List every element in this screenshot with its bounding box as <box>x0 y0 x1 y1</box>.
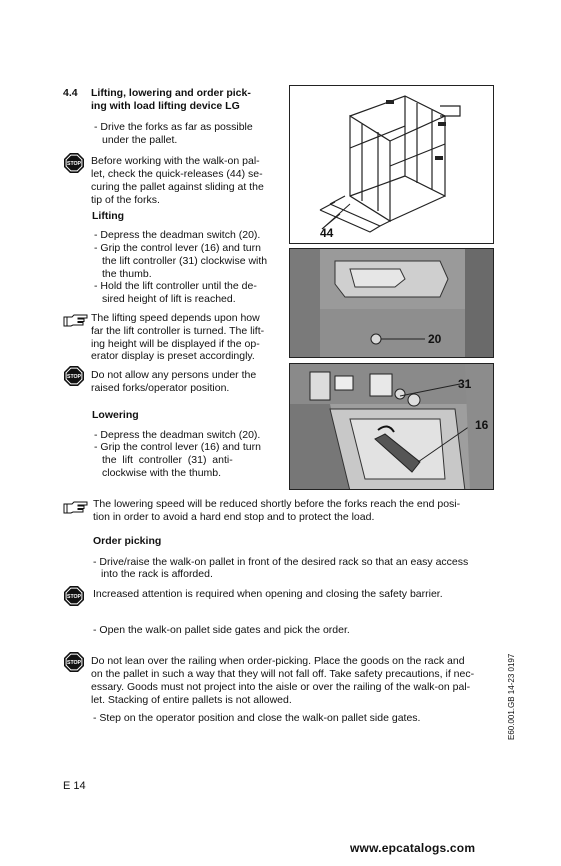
stop-sign-label: STOP <box>66 660 82 667</box>
stop-sign-icon <box>64 652 84 672</box>
stop-sign-label: STOP <box>66 161 82 168</box>
page-number: E 14 <box>63 780 86 792</box>
lowering-step-2-line3: clockwise with the thumb. <box>102 467 222 479</box>
figure-label-44: 44 <box>320 226 334 240</box>
note-lifting-speed-line3: ing height will be displayed if the op- <box>91 338 260 350</box>
lifting-step-3-line2: sired height of lift is reached. <box>102 293 236 305</box>
warning-persons-line2: raised forks/operator position. <box>91 382 230 394</box>
stop-sign-icon <box>64 586 84 606</box>
figure-label-31: 31 <box>458 377 472 391</box>
order-picking-heading: Order picking <box>93 535 162 547</box>
warning-quick-release-line2: let, check the quick-releases (44) se- <box>91 168 263 180</box>
watermark-url: www.epcatalogs.com <box>350 841 476 855</box>
pointing-hand-icon <box>63 313 89 327</box>
figure-deadman-switch <box>289 248 494 358</box>
warning-railing-line4: let. Stacking of entire pallets is not allowed. <box>91 694 292 706</box>
order-step-1-line1: - Drive/raise the walk-on pallet in front of the desired rack so that an easy access <box>93 556 469 568</box>
note-lifting-speed-line1: The lifting speed depends upon how <box>91 312 260 324</box>
lifting-step-2-line2: the lift controller (31) clockwise with <box>102 255 268 267</box>
section-title-line2: ing with load lifting device LG <box>91 100 240 112</box>
warning-railing-line3: essary. Goods must not project into the aisle or over the railing of the walk-on pal- <box>91 681 471 693</box>
figure-label-20: 20 <box>428 332 442 346</box>
stop-sign-icon <box>64 153 84 173</box>
deadman-switch-drawing <box>290 249 494 358</box>
lowering-heading: Lowering <box>92 409 139 421</box>
warning-quick-release-line4: tip of the forks. <box>91 194 160 206</box>
order-step-1-line2: into the rack is afforded. <box>101 568 213 580</box>
figure-load-lifting-device <box>289 85 494 244</box>
document-code: E60.001.GB 14-23 0197 <box>507 653 516 740</box>
lowering-step-1: - Depress the deadman switch (20). <box>94 429 261 441</box>
lifting-step-1: - Depress the deadman switch (20). <box>94 229 261 241</box>
warning-quick-release-line3: curing the pallet against sliding at the <box>91 181 264 193</box>
note-lowering-speed-line2: tion in order to avoid a hard end stop and to protect the load. <box>93 511 375 523</box>
order-step-3: - Step on the operator position and close the walk-on pallet side gates. <box>93 712 421 724</box>
pointing-hand-icon <box>63 500 89 514</box>
intro-step-line1: - Drive the forks as far as possible <box>94 121 253 133</box>
section-number: 4.4 <box>63 87 78 99</box>
warning-safety-barrier: Increased attention is required when opening and closing the safety barrier. <box>93 588 443 600</box>
section-title-line1: Lifting, lowering and order pick- <box>91 87 251 99</box>
intro-step-line2: under the pallet. <box>102 134 178 146</box>
stop-sign-label: STOP <box>66 374 82 381</box>
lifting-step-2-line3: the thumb. <box>102 268 152 280</box>
lowering-step-2-line1: - Grip the control lever (16) and turn <box>94 441 261 453</box>
figure-label-16: 16 <box>475 418 489 432</box>
warning-railing-line1: Do not lean over the railing when order-picking. Place the goods on the rack and <box>91 655 465 667</box>
warning-persons-line1: Do not allow any persons under the <box>91 369 257 381</box>
order-step-2: - Open the walk-on pallet side gates and pick the order. <box>93 624 350 636</box>
figure-control-lever <box>289 363 494 490</box>
lifting-step-3-line1: - Hold the lift controller until the de- <box>94 280 257 292</box>
lifting-device-drawing <box>290 86 494 244</box>
warning-railing-line2: on the pallet in such a way that they will not fall off. Take safety precautions, if nec- <box>91 668 475 680</box>
note-lifting-speed-line2: far the lift controller is turned. The lift- <box>91 325 265 337</box>
stop-sign-label: STOP <box>66 594 82 601</box>
lifting-heading: Lifting <box>92 210 125 222</box>
note-lifting-speed-line4: erator display is preset accordingly. <box>91 350 255 362</box>
lifting-step-2-line1: - Grip the control lever (16) and turn <box>94 242 261 254</box>
stop-sign-icon <box>64 366 84 386</box>
note-lowering-speed-line1: The lowering speed will be reduced shortly before the forks reach the end posi- <box>93 498 461 510</box>
warning-quick-release-line1: Before working with the walk-on pal- <box>91 155 260 167</box>
lowering-step-2-line2: the lift controller (31) anti- <box>102 454 233 466</box>
